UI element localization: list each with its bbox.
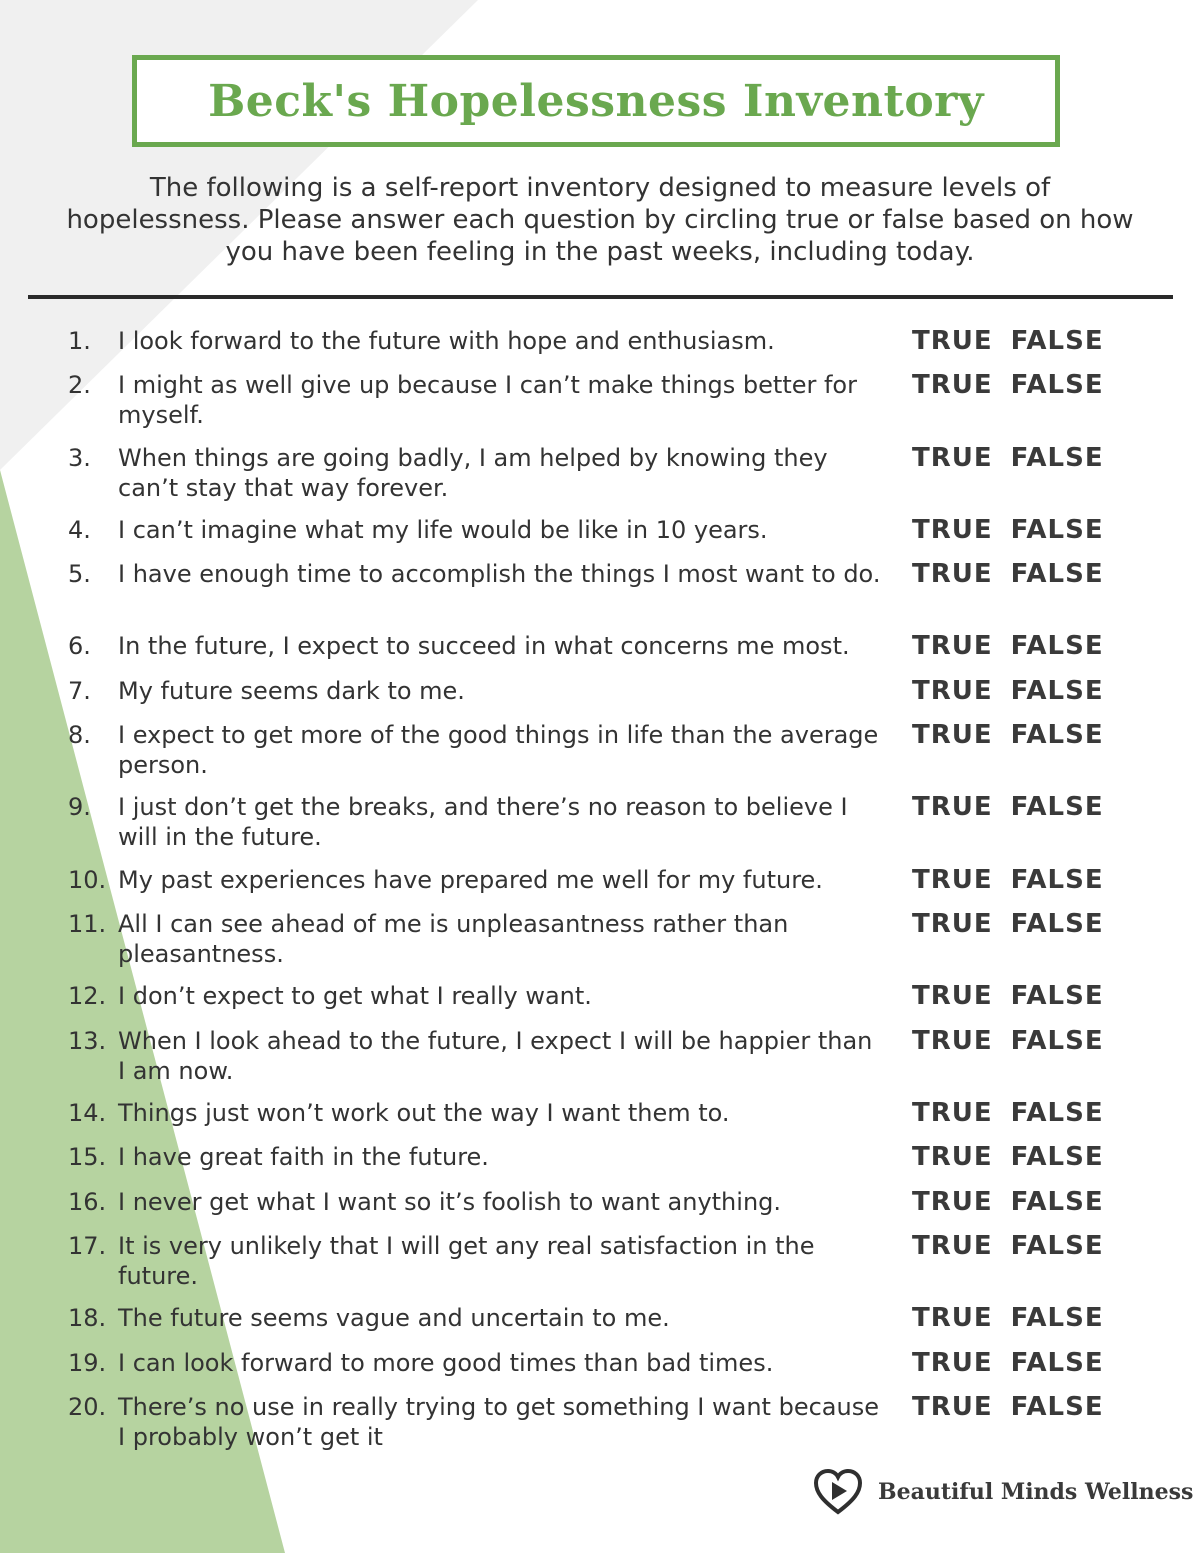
question-number: 12. [68, 982, 107, 1010]
question-number: 2. [68, 371, 91, 399]
brand-logo [812, 1466, 1193, 1518]
true-option[interactable]: TRUE [912, 1231, 993, 1261]
question-text: I never get what I want so it’s foolish to want anything. [118, 1188, 782, 1216]
false-option[interactable]: FALSE [1010, 1098, 1104, 1128]
true-option[interactable]: TRUE [912, 909, 993, 939]
true-option[interactable]: TRUE [912, 1187, 993, 1217]
question-text: When things are going badly, I am helped by knowing they can’t stay that way forever. [118, 444, 828, 502]
answer-options [912, 1142, 1112, 1172]
question-text: I expect to get more of the good things in life than the average person. [118, 721, 879, 779]
question-text: I have enough time to accomplish the things I most want to do. [118, 560, 881, 588]
false-option[interactable]: FALSE [1010, 792, 1104, 822]
answer-options [912, 720, 1112, 750]
question-number: 9. [68, 793, 91, 821]
answer-options [912, 631, 1112, 661]
false-option[interactable]: FALSE [1010, 370, 1104, 400]
false-option[interactable]: FALSE [1010, 909, 1104, 939]
false-option[interactable]: FALSE [1010, 1026, 1104, 1056]
true-option[interactable]: TRUE [912, 981, 993, 1011]
question-text: I don’t expect to get what I really want. [118, 982, 592, 1010]
answer-options [912, 1303, 1112, 1333]
question-number: 15. [68, 1143, 107, 1171]
false-option[interactable]: FALSE [1010, 676, 1104, 706]
answer-options [912, 1187, 1112, 1217]
false-option[interactable]: FALSE [1010, 443, 1104, 473]
true-option[interactable]: TRUE [912, 559, 993, 589]
question-number: 20. [68, 1393, 107, 1421]
question-text: It is very unlikely that I will get any real satisfaction in the future. [118, 1232, 815, 1290]
true-option[interactable]: TRUE [912, 1392, 993, 1422]
page-title: Beck's Hopelessness Inventory [208, 75, 984, 127]
intro-text: The following is a self-report inventory designed to measure levels of hopelessness. Please answer each question by circling true or false based on how you have been feeling in the past weeks, including today. [66, 173, 1134, 267]
true-option[interactable]: TRUE [912, 676, 993, 706]
answer-options [912, 1392, 1112, 1422]
false-option[interactable]: FALSE [1010, 720, 1104, 750]
false-option[interactable]: FALSE [1010, 1187, 1104, 1217]
question-text: I can look forward to more good times than bad times. [118, 1349, 774, 1377]
question-text: I look forward to the future with hope and enthusiasm. [118, 327, 775, 355]
question-number: 19. [68, 1349, 107, 1377]
question-number: 5. [68, 560, 91, 588]
question-text: I can’t imagine what my life would be like in 10 years. [118, 516, 768, 544]
answer-options [912, 792, 1112, 822]
true-option[interactable]: TRUE [912, 1303, 993, 1333]
divider [28, 295, 1173, 299]
true-option[interactable]: TRUE [912, 1348, 993, 1378]
answer-options [912, 515, 1112, 545]
false-option[interactable]: FALSE [1010, 631, 1104, 661]
answer-options [912, 1348, 1112, 1378]
question-number: 16. [68, 1188, 107, 1216]
question-text: I might as well give up because I can’t make things better for myself. [118, 371, 857, 429]
answer-options [912, 326, 1112, 356]
false-option[interactable]: FALSE [1010, 515, 1104, 545]
true-option[interactable]: TRUE [912, 370, 993, 400]
question-text: I just don’t get the breaks, and there’s no reason to believe I will in the future. [118, 793, 848, 851]
question-number: 1. [68, 327, 91, 355]
true-option[interactable]: TRUE [912, 1098, 993, 1128]
question-text: Things just won’t work out the way I want them to. [118, 1099, 730, 1127]
question-number: 14. [68, 1099, 107, 1127]
question-text: In the future, I expect to succeed in what concerns me most. [118, 632, 850, 660]
true-option[interactable]: TRUE [912, 720, 993, 750]
false-option[interactable]: FALSE [1010, 1392, 1104, 1422]
answer-options [912, 676, 1112, 706]
answer-options [912, 909, 1112, 939]
answer-options [912, 559, 1112, 589]
true-option[interactable]: TRUE [912, 1142, 993, 1172]
question-number: 18. [68, 1304, 107, 1332]
question-text: The future seems vague and uncertain to me. [118, 1304, 670, 1332]
question-number: 11. [68, 910, 107, 938]
false-option[interactable]: FALSE [1010, 1231, 1104, 1261]
answer-options [912, 370, 1112, 400]
true-option[interactable]: TRUE [912, 1026, 993, 1056]
true-option[interactable]: TRUE [912, 631, 993, 661]
false-option[interactable]: FALSE [1010, 1142, 1104, 1172]
false-option[interactable]: FALSE [1010, 559, 1104, 589]
true-option[interactable]: TRUE [912, 515, 993, 545]
true-option[interactable]: TRUE [912, 865, 993, 895]
brand-name: Beautiful Minds Wellness [878, 1479, 1194, 1505]
question-number: 8. [68, 721, 91, 749]
question-number: 3. [68, 444, 91, 472]
answer-options [912, 1026, 1112, 1056]
false-option[interactable]: FALSE [1010, 865, 1104, 895]
question-text: My future seems dark to me. [118, 677, 465, 705]
question-text: I have great faith in the future. [118, 1143, 489, 1171]
true-option[interactable]: TRUE [912, 326, 993, 356]
question-number: 10. [68, 866, 107, 894]
false-option[interactable]: FALSE [1010, 326, 1104, 356]
question-number: 7. [68, 677, 91, 705]
question-text: When I look ahead to the future, I expect I will be happier than I am now. [118, 1027, 873, 1085]
answer-options [912, 1098, 1112, 1128]
heart-play-logo-icon [812, 1466, 864, 1518]
false-option[interactable]: FALSE [1010, 1348, 1104, 1378]
question-text: My past experiences have prepared me well for my future. [118, 866, 823, 894]
answer-options [912, 1231, 1112, 1261]
false-option[interactable]: FALSE [1010, 981, 1104, 1011]
answer-options [912, 443, 1112, 473]
question-number: 4. [68, 516, 91, 544]
question-text: All I can see ahead of me is unpleasantness rather than pleasantness. [118, 910, 789, 968]
answer-options [912, 865, 1112, 895]
question-number: 13. [68, 1027, 107, 1055]
question-text: There’s no use in really trying to get something I want because I probably won’t get it [118, 1393, 879, 1451]
question-number: 17. [68, 1232, 107, 1260]
question-number: 6. [68, 632, 91, 660]
true-option[interactable]: TRUE [912, 443, 993, 473]
false-option[interactable]: FALSE [1010, 1303, 1104, 1333]
true-option[interactable]: TRUE [912, 792, 993, 822]
title-box [132, 55, 1060, 147]
answer-options [912, 981, 1112, 1011]
